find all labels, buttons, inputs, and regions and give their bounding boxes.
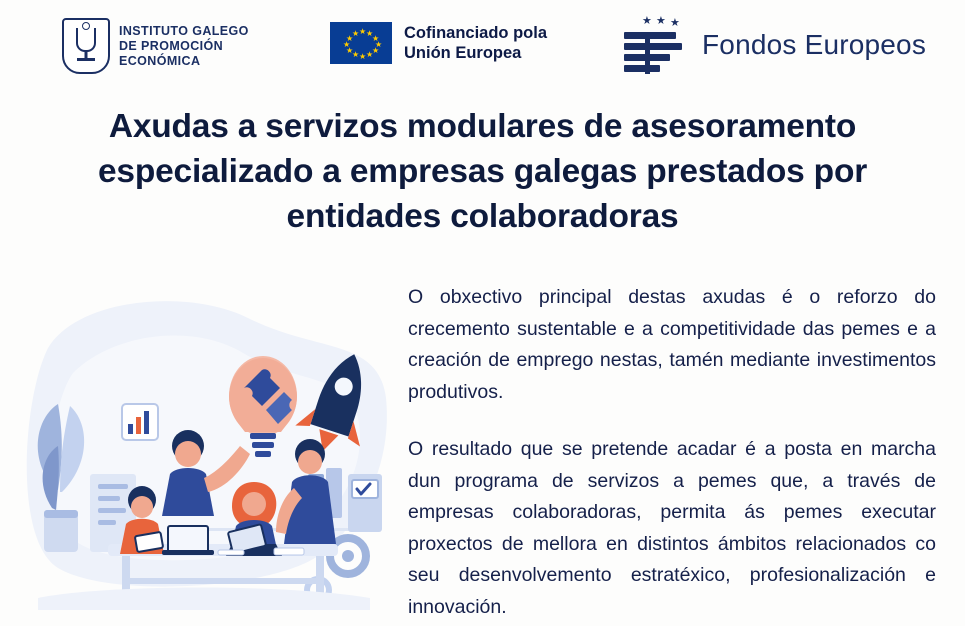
team-brainstorming-illustration [18, 278, 393, 618]
european-union-logo [330, 22, 547, 64]
paragraph-1: O obxectivo principal destas axudas é o reforzo do crecemento sustentable e a competitividade das pemes e a creación de emprego nestas, tamén mediante investimentos produtivos. [408, 286, 936, 403]
eu-line-2: Unión Europea [404, 44, 522, 62]
european-union-logo-text [404, 23, 547, 63]
igape-line-1: INSTITUTO GALEGO [119, 23, 249, 38]
fondos-europeos-label: Fondos Europeos [702, 29, 927, 60]
eu-line-1: Cofinanciado pola [404, 24, 548, 42]
igape-line-3: ECONÓMICA [119, 53, 201, 68]
european-union-flag-icon: ★ ★ ★ ★ ★ ★ ★ ★ ★ ★ ★ ★ [330, 22, 392, 64]
igape-line-2: DE PROMOCIÓN [119, 38, 224, 53]
fondos-europeos-logo [618, 16, 926, 74]
xunta-galicia-shield-icon [62, 18, 110, 74]
body-text [408, 282, 936, 623]
paragraph-2: O resultado que se pretende acadar é a posta en marcha dun programa de servizos a pemes que, a través de empresas colaboradoras, permita ás pemes executar proxectos de mellora en distintos ámbitos relacionados co seu desenvolvemento estratéxico, profesionalización e innovación. [408, 438, 936, 618]
igape-logo-text [119, 24, 249, 69]
igape-logo [62, 18, 249, 74]
fondos-europeos-logo-icon: ★ ★ ★ [618, 16, 690, 74]
logo-bar [0, 8, 965, 86]
page-title: Axudas a servizos modulares de asesoramento especializado a empresas galegas prestados por entidades colaboradoras [97, 108, 868, 235]
